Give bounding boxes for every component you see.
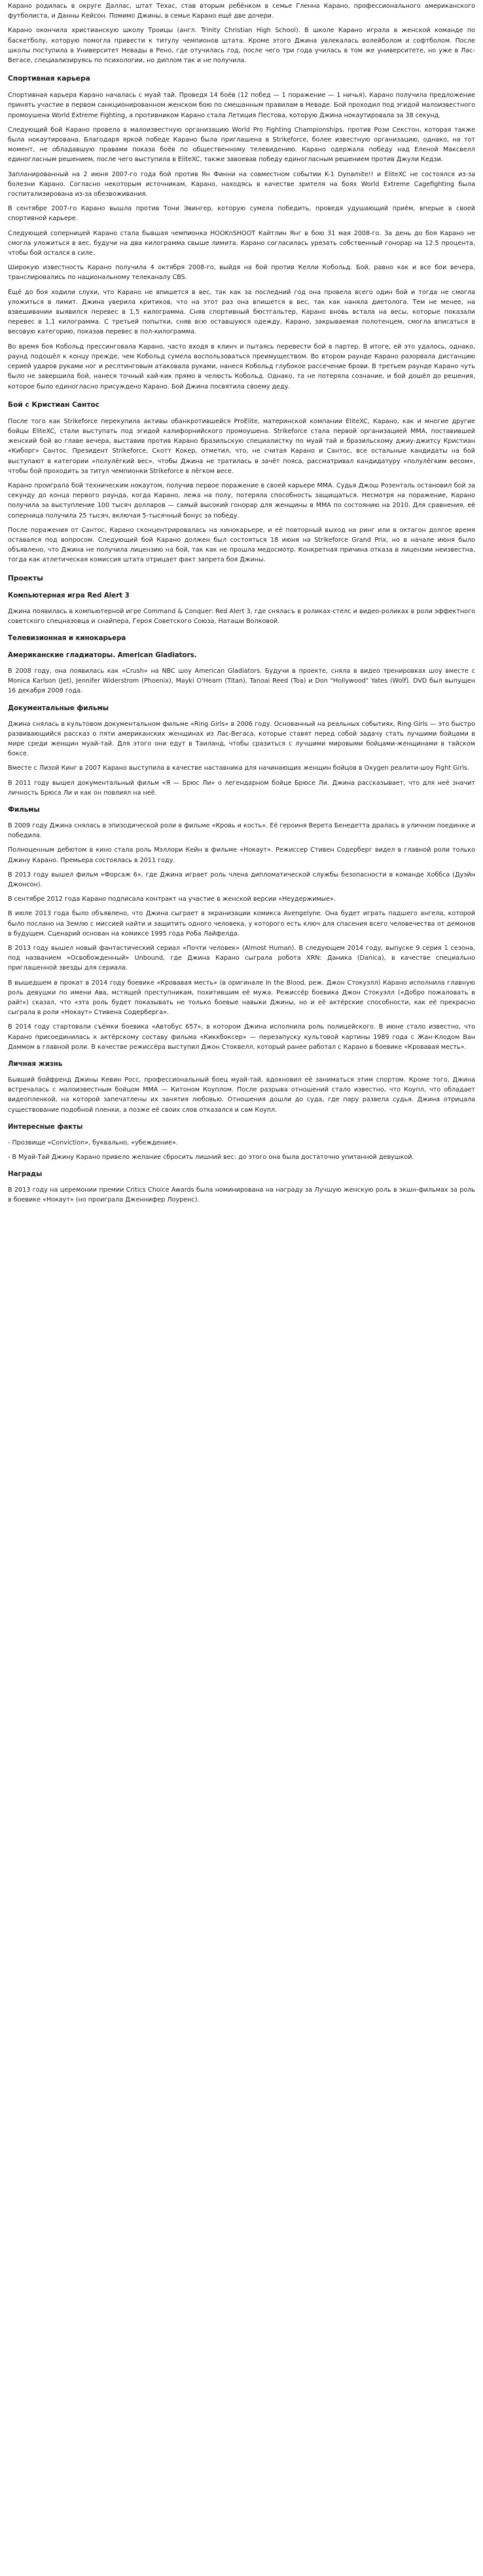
paragraph: В сентябре 2012 года Карано подписала контракт на участие в женской версии «Неудержимые». bbox=[8, 896, 336, 903]
list-item: - Прозвище «Conviction», буквально, «убеждение». bbox=[8, 1139, 178, 1146]
paragraph: Широкую известность Карано получила 4 октября 2008-го, выйдя на бой против Келли Кобольд. Бой, равно как и все бои вечера, транслировались по национальному телеканалу CBS. bbox=[8, 264, 475, 282]
paragraph: В 2008 году, она появилась как «Crush» на NBC шоу American Gladiators. Будучи в проекте, сняла в видео тренировках шоу вместе с Monica Karlson (Jet), Jennifer Widerstrom (Phoenix), Mayki O'Hearn (Titan), Tanoai Reed (Toa) и Don "Hollywood" Yates (Wolf). DVD был выпущен 16 декабря 2008 года. bbox=[8, 667, 475, 695]
paragraph: Джина снялась в культовом документальном фильме «Ring Girls» в 2006 году. Основанный на реальных событиях, Ring Girls — это быстро развивающийся рассказ о пяти американских женщинах из Лас-Вегаса, которые ставят перед собой задачу стать лучшими бойцами в мире среди женщин муай-тай. Для этого они едут в Таиланд, чтобы сразиться с лучшими мировыми бойцами-женщинами в тайском боксе. bbox=[8, 720, 475, 758]
paragraph: В 2013 году вышел фильм «Форсаж 6», где Джина играет роль члена дипломатической службы безопасности в команде Хоббса (Дуэйн Джонсон). bbox=[8, 871, 475, 888]
subsection-heading: Награды bbox=[8, 1171, 43, 1179]
paragraph: В июле 2013 года было объявлено, что Джина сыграет в экранизации комикса Avengelyne. Она будет играть падшего ангела, которой было послано на Землю с миссией найти и защитить одного человека, у которого есть ключ для спасения всего человечества от демонов в будущем. Сценарий основан на комиксе 1995 года Роба Лайфелда. bbox=[8, 910, 475, 938]
section-heading: Бой с Кристиан Сантос bbox=[8, 400, 100, 409]
paragraph: Во время боя Кобольд прессинговала Карано, часто входя в клинч и пытаясь перевести бой в партер. В итоге, ей это удалось, однако, раунд подошёл к концу прежде, чем Кобольд сумела воспользоваться преимуществом. Во втором раунде Карано разорвала дистанцию серией ударов руками ног и реслтинговым атаковала руками, нанеся Кобольд глубокое рассечение брови. В третьем раунде Карано чуть было не завершила бой, нанеся точный хай-кик прямо в челюсть Кобольд. Однако, та не потеряла сознание, и бой дошёл до решения, которое было единогласно присуждено Карано. Бой Джина посвятила своему деду. bbox=[8, 343, 475, 390]
subsection-heading: Личная жизнь bbox=[8, 1061, 63, 1069]
paragraph: Спортивная карьера Карано началась с муай тай. Проведя 14 боёв (12 побед — 1 поражение — 1 ничья), Карано получила предложение принять участие в первом санкционированном женском бою по смешанным правилам в Неваде. Бой проходил под эгидой малоизвестного промоушена World Extreme Fighting, а противником Карано стала Летиция Пестова, которую Джина нокаутировала за 38 секунд. bbox=[8, 92, 475, 119]
paragraph: Ещё до боя ходили слухи, что Карано не впишется в вес, так как за последний год она провела всего один бой и тогда не смогла уложиться в лимит. Джина уверила критиков, что на этот раз она впишется в вес, так как наняла диетолога. Тем не менее, на взвешивании выявился перевес в 1,5 килограмма. Сняв спортивный бюстгальтер, Карано вновь встала на весы, которые показали перевес в 1,1 килограмма. С третьей попытки, сняв всю оставшуюся одежду, Карано, закрываемая полотенцем, смогла вписаться в весовую категорию, показав перевес в пол-килограмма. bbox=[8, 288, 475, 336]
paragraph: Запланированный на 2 июня 2007-го года бой против Ян Финни на совместном событии K-1 Dynamite!! и EliteXC не состоялся из-за болезни Карано. Согласно некоторым источникам, Карано, находясь в качестве зрителя на боях World Extreme Cagefighting была госпитализирована из-за обезвоживания. bbox=[8, 170, 475, 199]
paragraph: После поражения от Сантос, Карано сконцентрировалась на кинокарьере, и её повторный выход на ринг или в октагон долгое время оставался под вопросом. Следующий бой Карано должен был состояться 18 июня на Strikeforce Grand Prix, но в начале июня было объявлено, что Джина не получила лицензию на бой, так как не прошла медосмотр. Конкретная причина отказа в лицензии неизвестна, тогда как атлетическая комиссия штата отрицает факт запрета боя Джины. bbox=[8, 526, 475, 564]
subsection-heading: Американские гладиаторы. American Gladiators. bbox=[8, 651, 197, 659]
article bbox=[0, 0, 483, 1205]
paragraph: Бывший бойфренд Джины Кевин Росс, профессиональный боец муай-тай, вдохновил её заниматься этим спортом. Кроме того, Джина встречалась с малоизвестным бойцом ММА — Китоном Коуплом. После разрыва отношений стало известно, что Коупл, что обладает видеопленкой, на которой запечатлены их занятия любовью. Отношения дошли до суда, где пару развела судья. Джина отрицала существование подобной пленки, а позже её своих слов отказался и сам Коупл. bbox=[8, 1076, 475, 1114]
subsection-heading: Фильмы bbox=[8, 806, 40, 814]
paragraph: В 2011 году вышел документальный фильм «Я — Брюс Ли» о легендарном бойце Брюсе Ли. Джина рассказывает, что для неё значит личность Брюса Ли и как он повлиял на неё. bbox=[8, 779, 475, 797]
section-heading: Проекты bbox=[8, 574, 43, 582]
list-item: - В Муай-Тай Джину Карано привело желание сбросить лишний вес: до этого она была достаточно упитанной девушкой. bbox=[8, 1154, 414, 1162]
paragraph: Вместе с Лизой Кинг в 2007 Карано выступила в качестве наставника для начинающих женщин бойцов в Oxygen реалити-шоу Fight Girls. bbox=[8, 765, 469, 772]
paragraph: Карано проиграла бой техническим нокаутом, получив первое поражение в своей карьере ММА. Судья Джош Розенталь остановил бой за секунду до конца первого раунда, когда Карано, лежа на полу, потеряла способность защищаться. Несмотря на поражение, Карано получила за выступление 100 тысяч долларов — самый высокий гонорар для женщины в ММА по состоянию на 2010. Для сравнения, её соперница получила 25 тысяч, включая 5-тысячный бонус за победу. bbox=[8, 482, 475, 520]
paragraph: Карано родилась в округе Даллас, штат Техас, став вторым ребёнком в семье Гленна Карано, профессионального американского футболиста, и Данны Кейсон. Помимо Джины, в семье Карано ещё две дочери. bbox=[8, 3, 475, 20]
subsection-heading: Документальные фильмы bbox=[8, 704, 109, 712]
subsection-heading: Телевизионная и кинокарьера bbox=[8, 634, 126, 642]
paragraph: Карано окончила христианскую школу Троицы (англ. Trinity Christian High School). В школе Карано играла в женской команде по баскетболу, которую помогла привести к титулу чемпионов штата. Кроме этого Джина увлекалась волейболом и софтболом. После школы поступила в Университет Невады в Рено, где отучилась год, после чего три года училась в том же университете, но уже в Лас-Вегасе, специализируясь по психологии, но диплом так и не получила. bbox=[8, 27, 475, 65]
paragraph: В 2009 году Джина снялась в эпизодической роли в фильме «Кровь и кость». Её героиня Верета Бенедетта дралась в уличном поединке и победила. bbox=[8, 822, 475, 840]
paragraph: В 2014 году стартовали съёмки боевика «Автобус 657», в котором Джина исполнила роль полицейского. В июне стало известно, что Карано присоединилась к актёрскому составу фильма «Киккбоксер» — перезапуску культовой картины 1989 года с Жан-Клодом Ван Даммом в главной роли. В качестве режиссёра выступил Джон Стоквелл, который ранее работал с Карано в боевике «Кровавая месть». bbox=[8, 1023, 475, 1051]
paragraph: После того как Strikeforce перекупила активы обанкротившейся ProElite, материнской компании EliteXC, Карано, как и многие другие бойцы EliteXC, стали выступать под эгидой калифорнийского промоушена. Strikeforce стала первой организацией ММА, поставившей женский бой во главе вечера, выставив против Карано бразильскую специалистку по муай тай и бразильскому джиу-джитсу Кристиан «Киборг» Сантос. Президент Strikeforce, Скотт Кокер, отметил, что, не считая Карано и Сантос, все остальные кандидаты на бой выступают в категории «полулёгкий вес», чтобы Джина не тратилась в зачёт пояса, рассматривал кандидатуру «полулёгким весом», чтобы бой проходить за титул чемпионки Strikeforce в лёгком весе. bbox=[8, 417, 475, 475]
paragraph: Следующий бой Карано провела в малоизвестную организацию World Pro Fighting Championships, против Рози Секстон, которая также была нокаутирована. Благодаря яркой победе Карано была приглашена в Strikeforce, более известную организацию, однако, на тот момент, не обладавшую правами показа боёв по общественному телевидению. Карано одержала победу над Еленой Максвелл единогласным решением, после чего выступила в EliteXC, также завоевав победу единогласным решением против Джули Кедзи. bbox=[8, 126, 475, 164]
paragraph: В 2013 году вышел новый фантастический сериал «Почти человек» (Almost Human). В следующем 2014 году, выпуске 9 серия 1 сезона, под названием «Освобожденный» Unbound, где Джина Карано сыграла робота XRN: Даника (Danica), в качестве специально приглашенной звезды для сериала. bbox=[8, 945, 475, 972]
paragraph: В 2013 году на церемонии премии Critics Choice Awards была номинирована на награду за Лучшую женскую роль в экшн-фильмах за роль в боевике «Нокаут» (но проиграла Дженнифер Лоуренс). bbox=[8, 1186, 475, 1204]
paragraph: Джина появилась в компьютерной игре Command & Conquer: Red Alert 3, где сняласъ в роликах-стелс и видео-роликах в роли эффектного советского спецназовца и снайпера, Героя Советского Союза, Наташи Волковой. bbox=[8, 607, 475, 625]
subsection-heading: Интересные факты bbox=[8, 1123, 83, 1131]
section-heading: Спортивная карьера bbox=[8, 75, 90, 83]
paragraph: Полноценным дебютом в кино стала роль Мэллори Кейн в фильме «Нокаут». Режиссер Стивен Содерберг видел в главной роли только Джину Карано. Премьера состоялась в 2011 году. bbox=[8, 846, 475, 864]
paragraph: В вышедшем в прокат в 2014 году боевике «Кровавая месть» (в оригинале In the Blood, реж. Джон Стокуэлл) Карано исполнила главную роль девушки по имени Ава, мстящей преступникам, похитившим её мужа. Режиссёр боевика Джон Стокуэлл («Добро пожаловать в рай!») сказал, что «эта роль будет показывать не только боевые навыки Джины, но и её актёрские способности, как её прекрасно сыграла в роли «Нокаут» Стивена Содерберга». bbox=[8, 979, 475, 1017]
paragraph: В сентябре 2007-го Карано вышла против Тони Эвингер, которую сумела победить, проведя удушающий приём, вперые в своей спортивной карьере. bbox=[8, 205, 475, 223]
paragraph: Следующей соперницей Карано стала бывшая чемпионка HOOKnSHOOT Кайтлин Янг в бою 31 мая 2008-го. За день до боя Карано не смогла уложиться в вес, будучи на два килограмма свыше лимита. Карано согласилась урезать собственный гонорар на 12.5 процента, чтобы бой остался в силе. bbox=[8, 229, 475, 257]
subsection-heading: Компьютерная игра Red Alert 3 bbox=[8, 592, 130, 599]
